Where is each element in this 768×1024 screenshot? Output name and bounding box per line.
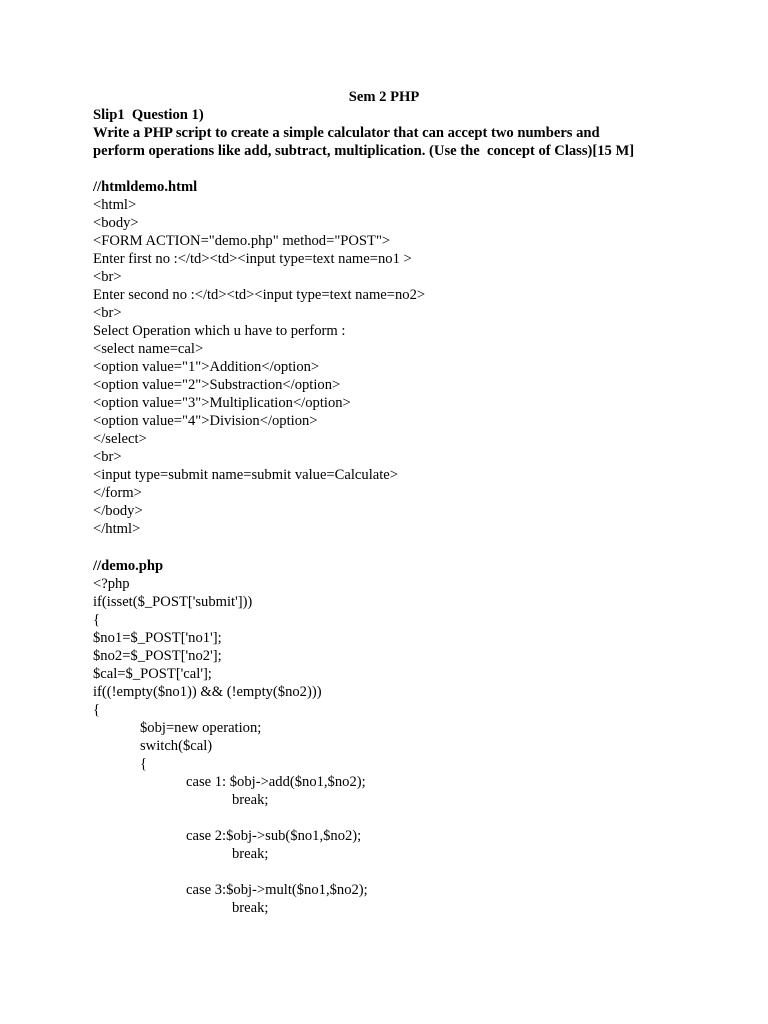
document-title: Sem 2 PHP <box>348 89 420 105</box>
code-line: <input type=submit name=submit value=Calculate> <box>93 467 399 483</box>
code-line: $cal=$_POST['cal']; <box>93 666 212 682</box>
code-line: if((!empty($no1)) && (!empty($no2))) <box>93 684 322 700</box>
code-line: </form> <box>93 485 142 501</box>
code-line: </select> <box>93 431 147 447</box>
code-line: </body> <box>93 503 143 519</box>
code-line: switch($cal) <box>140 738 213 754</box>
code-line: $obj=new operation; <box>140 720 262 736</box>
code-line: <br> <box>93 269 122 285</box>
html-section-heading: //htmldemo.html <box>93 179 198 195</box>
code-line: <FORM ACTION="demo.php" method="POST"> <box>93 233 391 249</box>
case-line: case 2:$obj->sub($no1,$no2); <box>186 828 362 844</box>
code-line: <select name=cal> <box>93 341 204 357</box>
code-line: <?php <box>93 576 130 592</box>
code-line: <body> <box>93 215 139 231</box>
code-line: Enter second no :</td><td><input type=text name=no2> <box>93 287 426 303</box>
code-line: Select Operation which u have to perform : <box>93 323 346 339</box>
code-line: $no1=$_POST['no1']; <box>93 630 222 646</box>
question-text-line: Write a PHP script to create a simple calculator that can accept two numbers and <box>93 125 600 141</box>
question-text-line: perform operations like add, subtract, multiplication. (Use the concept of Class)[15 M] <box>93 143 635 159</box>
case-line: case 1: $obj->add($no1,$no2); <box>186 774 366 790</box>
code-line: if(isset($_POST['submit'])) <box>93 594 253 610</box>
code-line: <br> <box>93 305 122 321</box>
php-section-heading: //demo.php <box>93 558 164 574</box>
break-line: break; <box>232 846 269 862</box>
code-line: <option value="3">Multiplication</option> <box>93 395 351 411</box>
code-line: $no2=$_POST['no2']; <box>93 648 222 664</box>
code-line: { <box>93 612 101 628</box>
break-line: break; <box>232 900 269 916</box>
code-line: <option value="2">Substraction</option> <box>93 377 341 393</box>
code-line: <option value="4">Division</option> <box>93 413 318 429</box>
code-line: { <box>140 756 148 772</box>
code-line: <br> <box>93 449 122 465</box>
code-line: { <box>93 702 101 718</box>
code-line: <html> <box>93 197 137 213</box>
break-line: break; <box>232 792 269 808</box>
code-line: Enter first no :</td><td><input type=text name=no1 > <box>93 251 412 267</box>
case-line: case 3:$obj->mult($no1,$no2); <box>186 882 368 898</box>
code-line: </html> <box>93 521 141 537</box>
code-line: <option value="1">Addition</option> <box>93 359 320 375</box>
question-heading: Slip1 Question 1) <box>93 107 204 123</box>
